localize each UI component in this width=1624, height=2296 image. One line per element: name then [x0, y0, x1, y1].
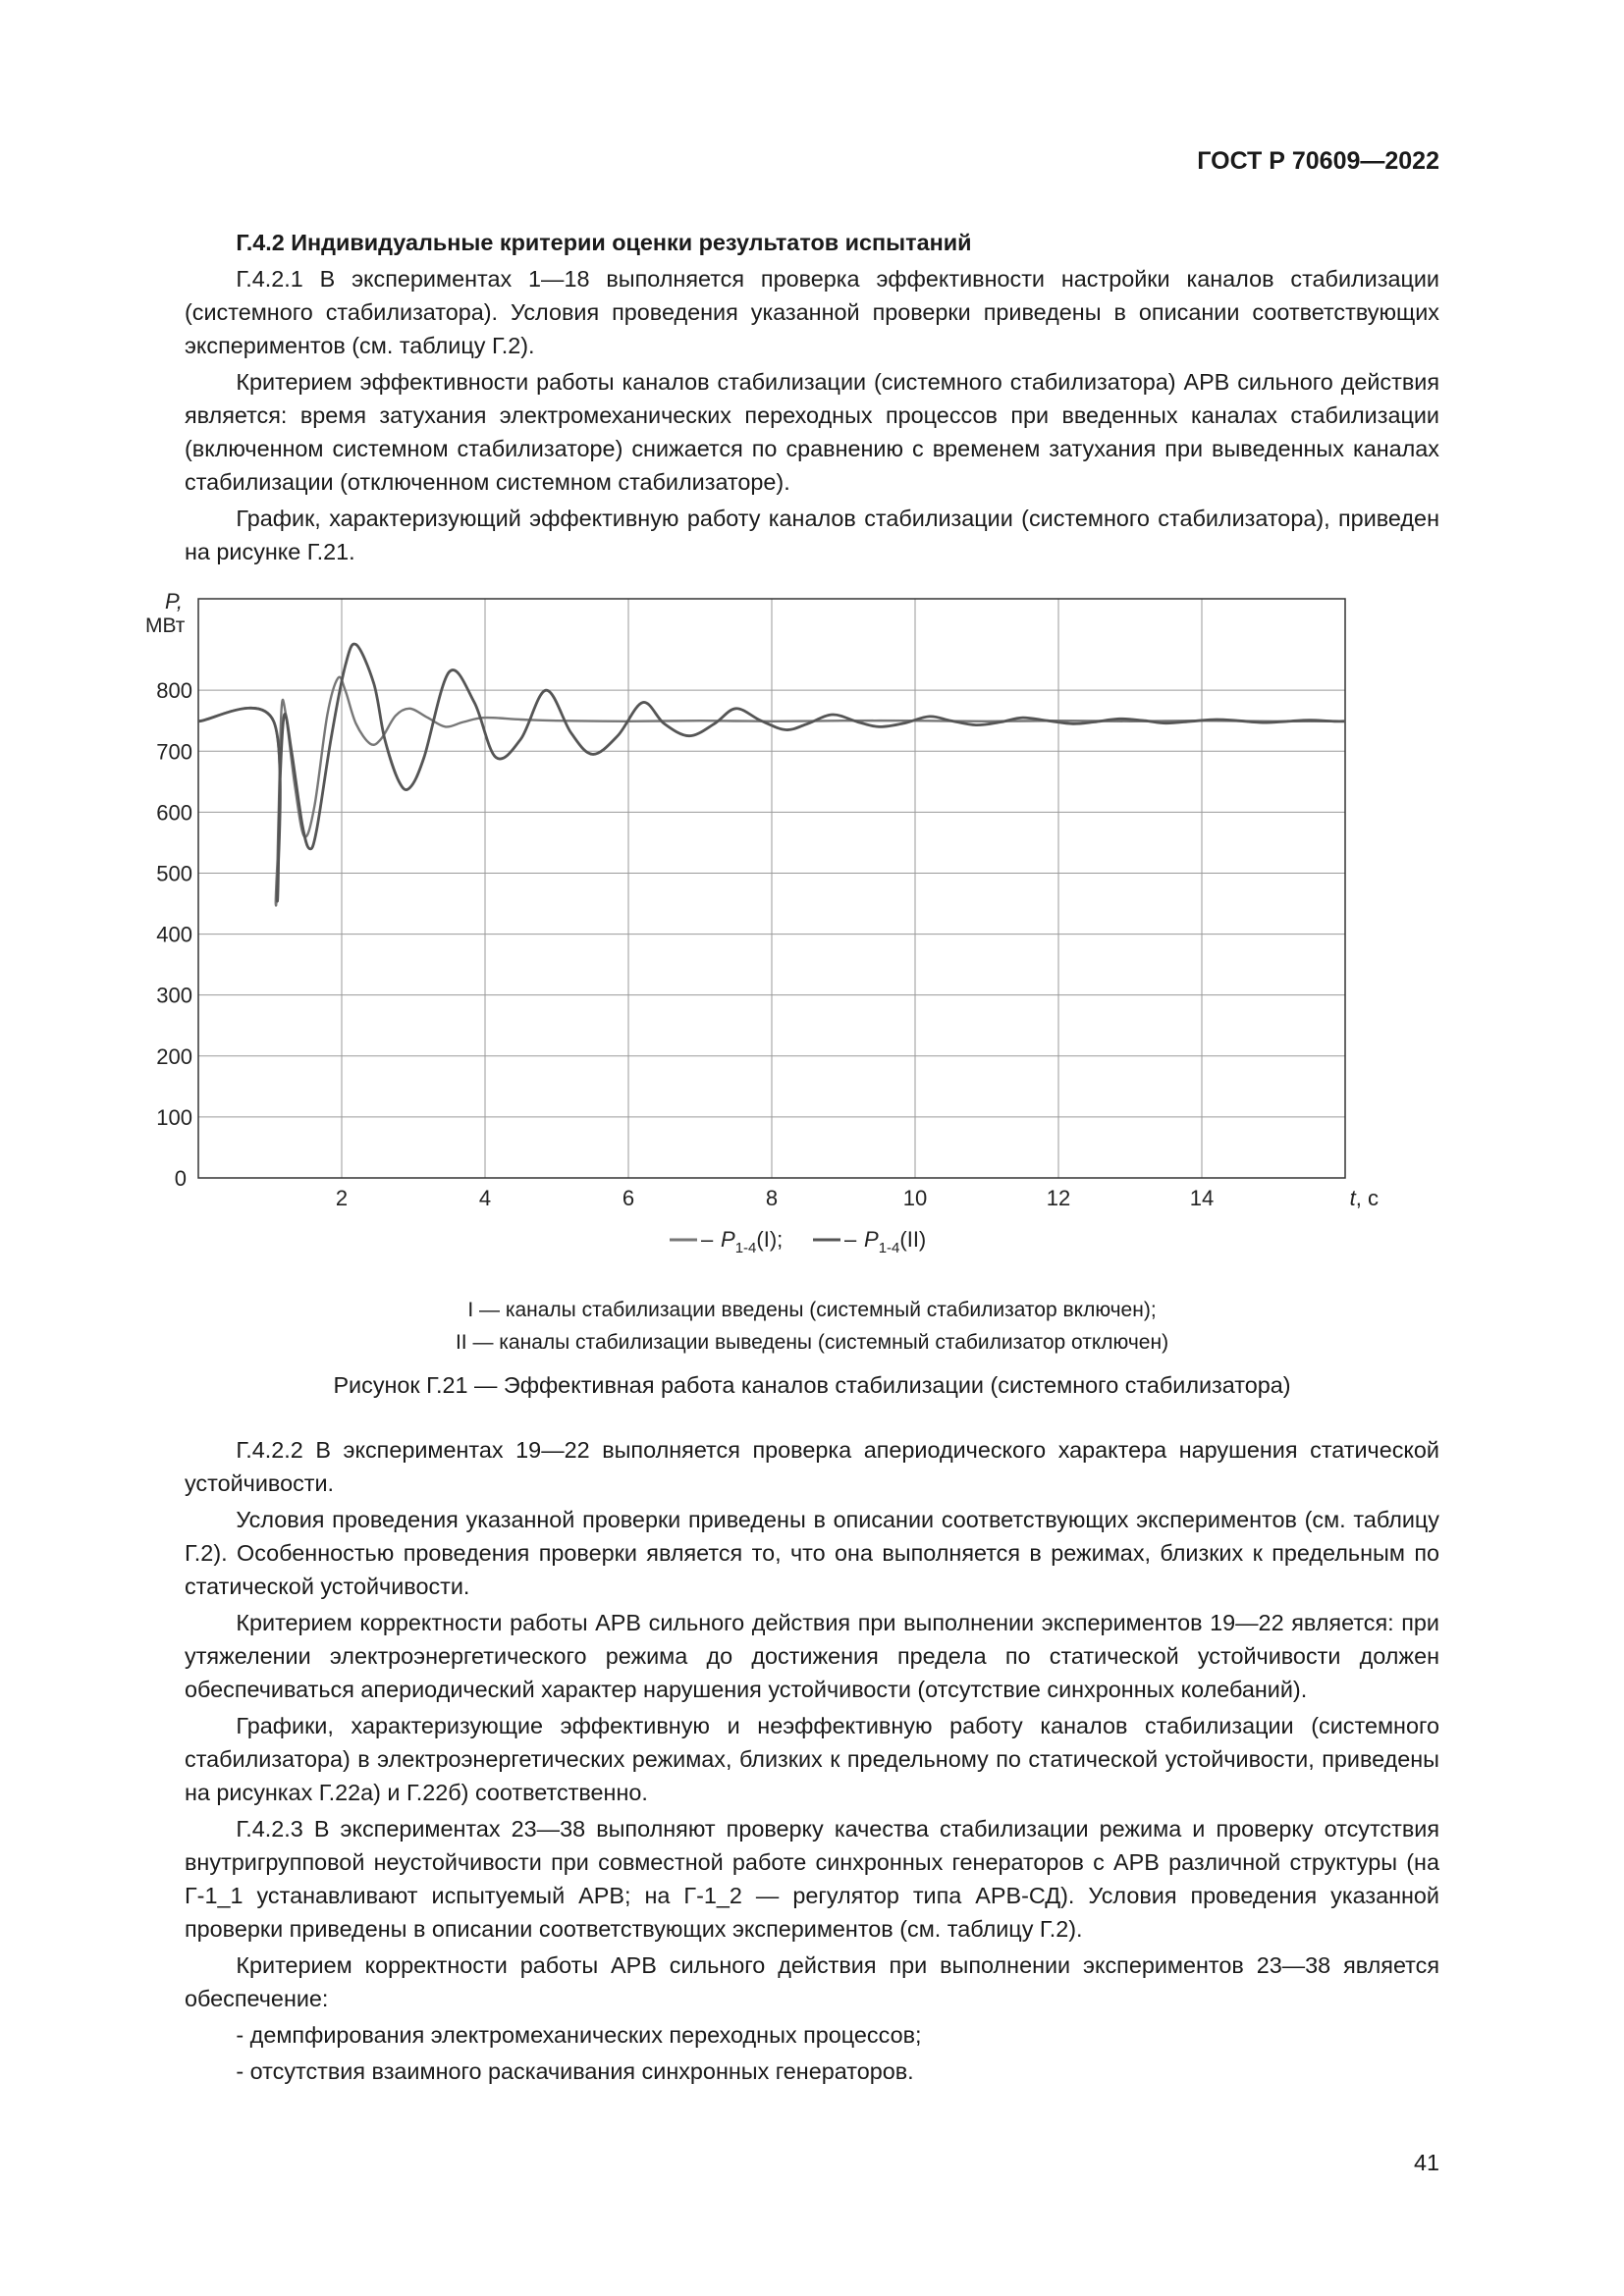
legend-label-1: $P_{1-4}(I)$;	[721, 1227, 784, 1256]
paragraph: Критерием корректности работы АРВ сильного действия при выполнении экспериментов 23—38 является обеспечение:	[185, 1952, 1439, 2011]
y-tick-label: 400	[156, 922, 192, 947]
x-tick-label: 2	[335, 1186, 349, 1210]
figure-caption: Рисунок Г.21 — Эффективная работа каналов стабилизации (системного стабилизатора)	[333, 1372, 1291, 1398]
x-tick-label: 8	[765, 1186, 779, 1210]
section-1	[185, 226, 1439, 568]
paragraph: Критерием корректности работы АРВ сильного действия при выполнении экспериментов 19—22 является: при утяжелении электроэнергетического режима до достижения предела по статической устойчивости должен обеспечиваться апериодический характер нарушения устойчивости (отсутствие синхронных колебаний).	[185, 1610, 1439, 1702]
y-tick-label: 300	[156, 983, 192, 1008]
legend-dash: –	[844, 1227, 857, 1252]
section-heading: Г.4.2 Индивидуальные критерии оценки результатов испытаний	[236, 230, 972, 255]
x-tick-label: 4	[478, 1186, 492, 1210]
chart-svg	[137, 587, 1453, 1274]
x-tick-label: 6	[622, 1186, 635, 1210]
y-tick-label: 100	[156, 1104, 192, 1130]
legend-label-2: $P_{1-4}(II)$	[864, 1227, 927, 1256]
y-axis-label: P,	[165, 589, 183, 614]
y-axis-unit: МВт	[145, 614, 186, 637]
figure-note-1: I — каналы стабилизации введены (системный стабилизатор включен);	[467, 1299, 1157, 1321]
paragraph: Графики, характеризующие эффективную и неэффективную работу каналов стабилизации (системного стабилизатора) в электроэнергетических режимах, близких к предельному по статической устойчивости, приведены на рисунках Г.22а) и Г.22б) соответственно.	[185, 1713, 1439, 1805]
legend-dash: –	[701, 1227, 714, 1252]
paragraph: График, характеризующий эффективную работу каналов стабилизации (системного стабилизатора), приведен на рисунке Г.21.	[185, 506, 1439, 564]
paragraph: Г.4.2.2 В экспериментах 19—22 выполняется проверка апериодического характера нарушения статической устойчивости.	[185, 1437, 1439, 1496]
section-2	[185, 1433, 1439, 2088]
paragraph: Условия проведения указанной проверки приведены в описании соответствующих экспериментов (см. таблицу Г.2). Особенностью проведения проверки является то, что она выполняется в режимах, близких к предельным по статической устойчивости.	[185, 1507, 1439, 1599]
page-number: 41	[1413, 2150, 1439, 2175]
list-item: - демпфирования электромеханических переходных процессов;	[236, 2022, 922, 2048]
x-tick-label: 12	[1046, 1186, 1071, 1210]
list-item: - отсутствия взаимного раскачивания синхронных генераторов.	[236, 2058, 914, 2084]
document-header: ГОСТ Р 70609—2022	[1197, 147, 1439, 175]
paragraph: Г.4.2.1 В экспериментах 1—18 выполняется проверка эффективности настройки каналов стабилизации (системного стабилизатора). Условия проведения указанной проверки приведены в описании соответствующих экспериментов (см. таблицу Г.2).	[185, 266, 1439, 358]
figure-g21-chart	[137, 587, 1453, 1274]
x-axis-label: t, с	[1349, 1186, 1379, 1210]
y-tick-label: 700	[156, 739, 192, 765]
y-tick-label: 200	[156, 1043, 192, 1069]
figure-note-2: II — каналы стабилизации выведены (системный стабилизатор отключен)	[455, 1331, 1169, 1354]
x-tick-label: 14	[1189, 1186, 1215, 1210]
paragraph: Г.4.2.3 В экспериментах 23—38 выполняют проверку качества стабилизации режима и проверку отсутствия внутригрупповой неустойчивости при совместной работе синхронных генераторов с АРВ различной структуры (на Г-1_1 устанавливают испытуемый АРВ; на Г-1_2 — регулятор типа АРВ-СД). Условия проведения указанной проверки приведены в описании соответствующих экспериментов (см. таблицу Г.2).	[185, 1816, 1439, 1942]
x-tick-label: 10	[902, 1186, 928, 1210]
y-tick-label: 600	[156, 800, 192, 826]
y-tick-label: 800	[156, 678, 192, 704]
paragraph: Критерием эффективности работы каналов стабилизации (системного стабилизатора) АРВ сильного действия является: время затухания электромеханических переходных процессов при введенных каналах стабилизации (включенном системном стабилизаторе) снижается по сравнению с временем затухания при выведенных каналах стабилизации (отключенном системном стабилизаторе).	[185, 369, 1439, 495]
y-tick-label: 0	[174, 1166, 187, 1191]
y-tick-label: 500	[156, 861, 192, 886]
